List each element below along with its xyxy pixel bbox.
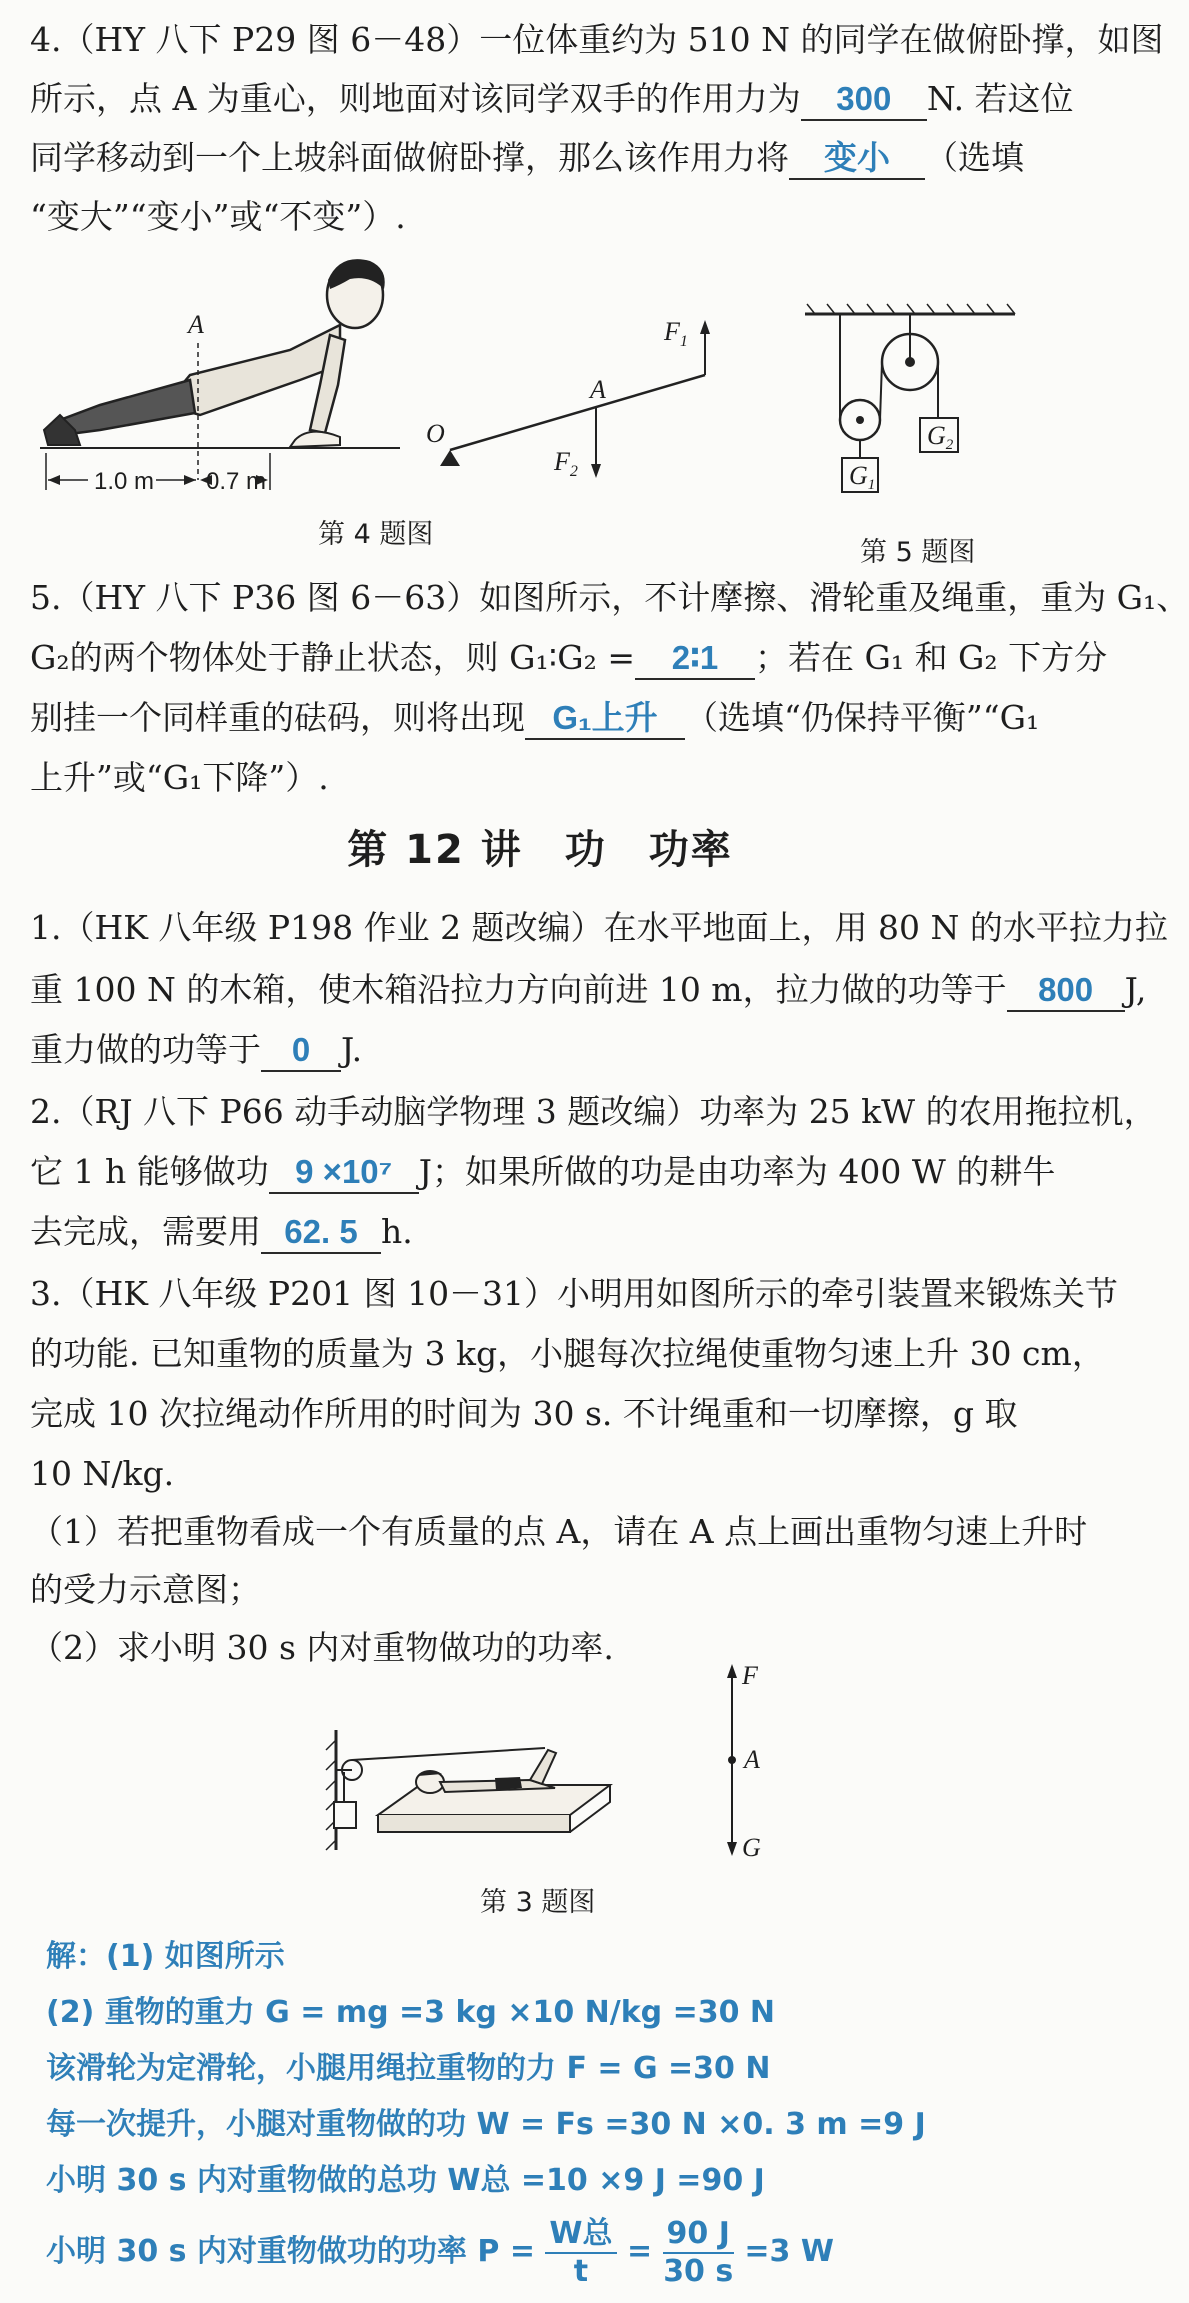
q5-line-2 [30, 632, 1108, 684]
fraction-2 [663, 2216, 734, 2290]
lever-force-2-label: $F_2$ [554, 447, 578, 480]
s3-line-1: 3.（HK 八年级 P201 图 10－31）小明用如图所示的牵引装置来锻炼关节 [30, 1274, 1119, 1313]
s3-part-2: （2）求小明 30 s 内对重物做功的功率. [30, 1628, 614, 1667]
solution-line-6 [46, 2212, 1050, 2292]
s2-text: 它 1 h 能够做功 [30, 1152, 269, 1191]
q5-line-4: 上升”或“G₁下降”）. [30, 758, 329, 797]
s2-line-2 [30, 1146, 1054, 1198]
pushup-figure [40, 255, 410, 505]
s1-line-3 [30, 1024, 1054, 1076]
q4-caption: 第 4 题图 [318, 519, 434, 550]
s1-line-1: 1.（HK 八年级 P198 作业 2 题改编）在水平地面上，用 80 N 的水平拉力拉 [30, 908, 1168, 947]
q4-line-2 [30, 73, 1074, 125]
s1-line-2 [30, 964, 1147, 1016]
s2-answer-1: 9 ×10⁷ [269, 1152, 419, 1194]
lever-force-1-label: $F_1$ [664, 317, 688, 350]
fraction-1-numerator: W总 [545, 2216, 616, 2254]
s2-text: J；如果所做的功是由功率为 400 W 的耕牛 [418, 1152, 1056, 1191]
s3-line-3: 完成 10 次拉绳动作所用的时间为 30 s. 不计绳重和一切摩擦，g 取 [30, 1394, 1018, 1433]
q5-line-1: 5.（HY 八下 P36 图 6－63）如图所示，不计摩擦、滑轮重及绳重，重为 G₁、 [30, 578, 1189, 617]
q5-text: ；若在 G₁ 和 G₂ 下方分 [755, 638, 1108, 677]
q4-text: （选填 [925, 138, 1024, 177]
s2-line-3 [30, 1206, 1054, 1258]
q4-answer-1: 300 [801, 79, 927, 121]
lever-figure [420, 310, 720, 490]
fraction-2-numerator: 90 J [663, 2216, 734, 2254]
q4-text: 所示，点 A 为重心，则地面对该同学双手的作用力为 [30, 79, 801, 118]
pushup-point-label: A [188, 310, 204, 339]
s2-text: 去完成，需要用 [30, 1212, 261, 1251]
solution-line-2: (2) 重物的重力 G = mg =3 kg ×10 N/kg =30 N [46, 1995, 776, 2030]
q4-text: N. 若这位 [926, 79, 1074, 118]
q5-answer-1: 2∶1 [635, 638, 755, 680]
solution-line-5: 小明 30 s 内对重物做的总功 W总 =10 ×9 J =90 J [46, 2163, 765, 2198]
lever-point-label: A [590, 375, 606, 404]
solution-text: =3 W [744, 2234, 834, 2269]
s2-text: h. [381, 1212, 413, 1251]
force-diagram [712, 1660, 772, 1860]
s3-part-1a: （1）若把重物看成一个有质量的点 A，请在 A 点上画出重物匀速上升时 [30, 1512, 1088, 1551]
s3-part-1b: 的受力示意图； [30, 1570, 261, 1609]
s1-answer-2: 0 [261, 1030, 341, 1072]
q5-text: G₂的两个物体处于静止状态，则 G₁∶G₂ = [30, 638, 635, 677]
q4-line-3 [30, 132, 1054, 184]
q5-caption: 第 5 题图 [860, 537, 976, 568]
q4-line-4: “变大”“变小”或“不变”）. [30, 197, 406, 236]
force-f-label: F [742, 1661, 758, 1690]
s3-line-4: 10 N/kg. [30, 1454, 175, 1493]
s3-caption: 第 3 题图 [480, 1887, 596, 1918]
solution-line-3: 该滑轮为定滑轮，小腿用绳拉重物的力 F = G =30 N [46, 2051, 771, 2086]
q5-text: （选填“仍保持平衡”“G₁ [685, 698, 1040, 737]
traction-figure [320, 1720, 620, 1870]
s1-text: 重力做的功等于 [30, 1030, 261, 1069]
q5-answer-2: G₁上升 [525, 698, 685, 740]
force-g-label: G [742, 1833, 761, 1862]
s1-text: J. [341, 1030, 363, 1069]
force-point-label: A [744, 1745, 760, 1774]
dimension-1: 1.0 m [94, 468, 155, 495]
solution-line-4: 每一次提升，小腿对重物做的功 W = Fs =30 N ×0. 3 m =9 J [46, 2107, 926, 2142]
s3-line-2: 的功能. 已知重物的质量为 3 kg，小腿每次拉绳使重物匀速上升 30 cm， [30, 1334, 1105, 1373]
fraction-2-denominator: 30 s [663, 2253, 734, 2289]
dimension-2: 0.7 m [206, 468, 267, 495]
q4-line-1: 4.（HY 八下 P29 图 6－48）一位体重约为 510 N 的同学在做俯卧撑，如图 [30, 20, 1164, 59]
pulley-figure [805, 300, 1025, 510]
fraction-1-denominator: t [573, 2253, 589, 2289]
q4-answer-2: 变小 [789, 138, 925, 180]
s2-line-1: 2.（RJ 八下 P66 动手动脑学物理 3 题改编）功率为 25 kW 的农用拖拉机， [30, 1092, 1157, 1131]
s2-answer-2: 62. 5 [261, 1212, 381, 1254]
q5-line-3 [30, 692, 1054, 744]
fraction-1 [545, 2216, 616, 2290]
q5-text: 别挂一个同样重的砝码，则将出现 [30, 698, 525, 737]
s1-text: J, [1124, 970, 1147, 1009]
s1-text: 重 100 N 的木箱，使木箱沿拉力方向前进 10 m，拉力做的功等于 [30, 970, 1007, 1009]
lever-pivot-label: O [426, 419, 445, 448]
section-title: 第 12 讲 功 功率 [347, 827, 733, 873]
weight-g1-label: G1 [849, 461, 876, 493]
s1-answer-1: 800 [1007, 970, 1125, 1012]
solution-text: 小明 30 s 内对重物做功的功率 P = [46, 2234, 535, 2269]
solution-text: = [626, 2234, 653, 2269]
q4-text: 同学移动到一个上坡斜面做俯卧撑，那么该作用力将 [30, 138, 789, 177]
weight-g2-label: G2 [927, 421, 954, 453]
solution-line-1: 解：(1) 如图所示 [46, 1939, 285, 1974]
